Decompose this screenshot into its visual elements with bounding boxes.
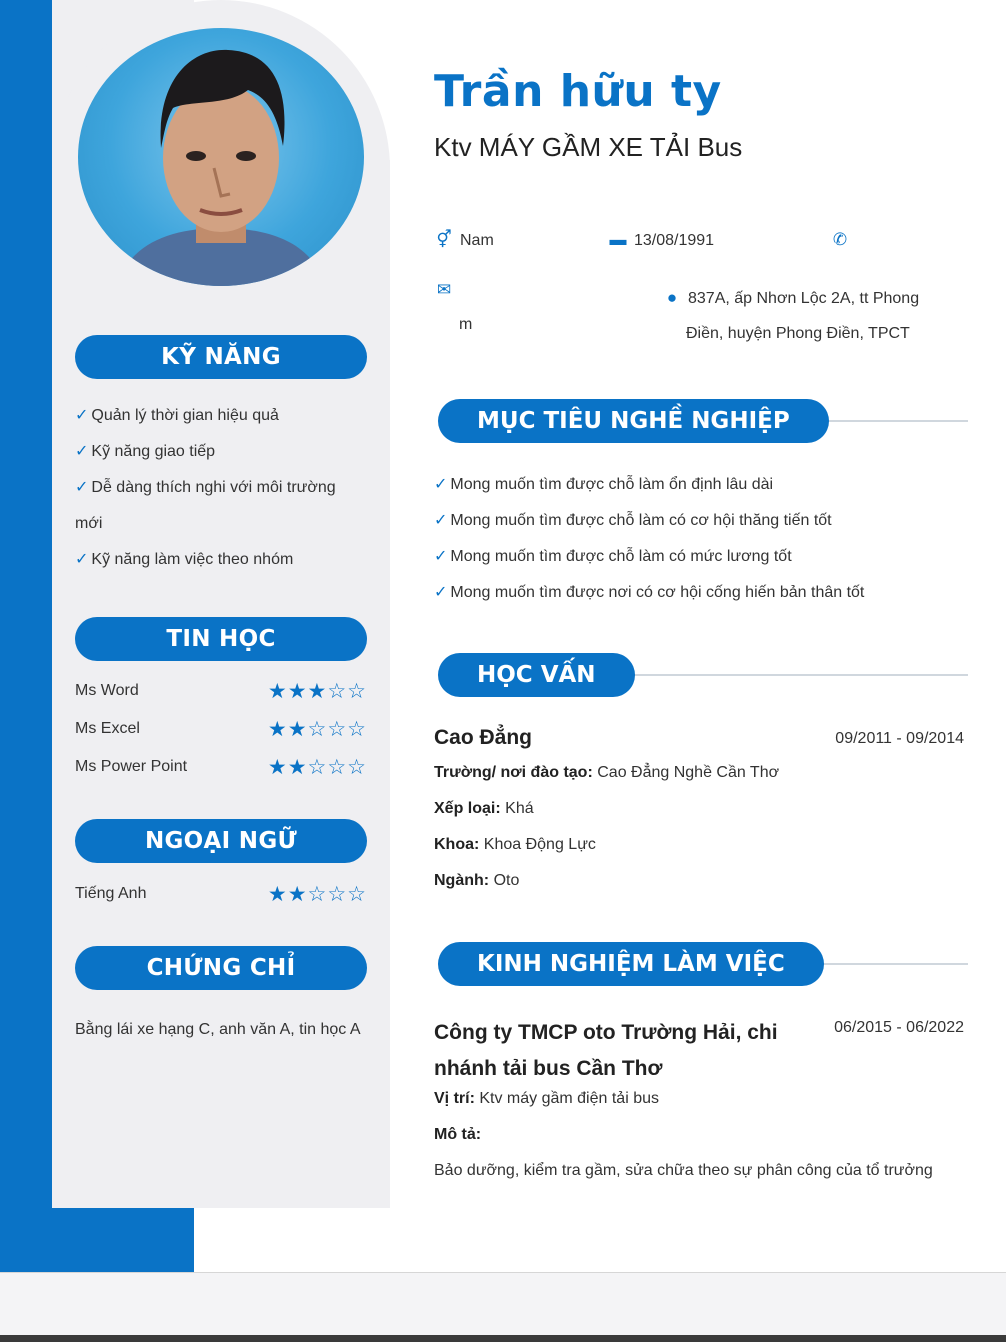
check-icon: ✓: [434, 512, 448, 529]
star-empty-icon: ☆: [327, 756, 348, 779]
education-school: Trường/ nơi đào tạo: Cao Đẳng Nghề Cần Thơ: [434, 764, 780, 781]
star-rating: [268, 718, 367, 742]
gender-info: ⚥ Nam: [434, 230, 494, 250]
certificates-heading: CHỨNG CHỈ: [75, 946, 367, 990]
objective-item: ✓ Mong muốn tìm được chỗ làm có cơ hội thăng tiến tốt: [434, 512, 832, 529]
experience-dates: 06/2015 - 06/2022: [834, 1019, 964, 1036]
phone-info: [830, 230, 856, 250]
languages-heading: NGOẠI NGỮ: [75, 819, 367, 863]
check-icon: ✓: [434, 584, 448, 601]
objective-heading: MỤC TIÊU NGHỀ NGHIỆP: [438, 399, 829, 443]
candidate-name: Trần hữu ty: [434, 66, 722, 117]
star-empty-icon: ☆: [347, 883, 367, 906]
check-icon: ✓: [75, 407, 89, 424]
job-title: Ktv MÁY GẦM XE TẢI Bus: [434, 132, 743, 162]
language-row: [75, 883, 367, 907]
objective-item: ✓ Mong muốn tìm được chỗ làm có mức lương tốt: [434, 548, 792, 565]
experience-description: Bảo dưỡng, kiểm tra gầm, sửa chữa theo sự phân công của tổ trưởng: [434, 1162, 933, 1179]
skill-item-continued: mới: [75, 515, 103, 532]
star-filled-icon: ★: [267, 718, 288, 741]
education-degree: Cao Đẳng: [434, 726, 533, 749]
skills-list: [75, 398, 365, 578]
experience-position: Vị trí: Ktv máy gầm điện tải bus: [434, 1090, 659, 1107]
it-skill-row: [75, 756, 367, 780]
check-icon: ✓: [75, 551, 89, 568]
star-empty-icon: ☆: [307, 883, 328, 906]
star-filled-icon: ★: [267, 883, 288, 906]
star-empty-icon: ☆: [327, 718, 348, 741]
star-filled-icon: ★: [307, 680, 328, 703]
language-label: Tiếng Anh: [75, 885, 147, 902]
skill-item: ✓ Kỹ năng giao tiếp: [75, 443, 216, 460]
star-empty-icon: ☆: [347, 718, 367, 741]
it-skills-heading: TIN HỌC: [75, 617, 367, 661]
education-grade: Xếp loại: Khá: [434, 800, 534, 817]
education-major: Ngành: Oto: [434, 872, 520, 889]
star-filled-icon: ★: [287, 718, 308, 741]
it-skill-row: [75, 718, 367, 742]
star-filled-icon: ★: [287, 756, 308, 779]
star-empty-icon: ☆: [327, 680, 348, 703]
check-icon: ✓: [434, 476, 448, 493]
email-value: m: [459, 316, 473, 333]
skill-item: ✓ Quản lý thời gian hiệu quả: [75, 407, 279, 424]
experience-desc-label: Mô tả:: [434, 1126, 482, 1143]
star-filled-icon: ★: [267, 756, 288, 779]
skill-item: ✓ Dễ dàng thích nghi với môi trường: [75, 479, 336, 496]
star-empty-icon: ☆: [327, 883, 348, 906]
check-icon: ✓: [75, 479, 89, 496]
check-icon: ✓: [75, 443, 89, 460]
star-rating: [268, 680, 367, 704]
experience-company: Công ty TMCP oto Trường Hải, chi nhánh tải bus Cần Thơ: [434, 1021, 778, 1080]
bottom-bar: [0, 1335, 1006, 1342]
objective-item: ✓ Mong muốn tìm được chỗ làm ổn định lâu dài: [434, 476, 774, 493]
star-empty-icon: ☆: [347, 680, 367, 703]
skills-heading: KỸ NĂNG: [75, 335, 367, 379]
star-rating: [268, 883, 367, 907]
dob-info: ▬ 13/08/1991: [609, 230, 715, 249]
address-info: ● 837A, ấp Nhơn Lộc 2A, tt Phong Điền, huyện Phong Điền, TPCT: [662, 280, 962, 351]
objective-item: ✓ Mong muốn tìm được nơi có cơ hội cống hiến bản thân tốt: [434, 584, 865, 601]
experience-heading: KINH NGHIỆM LÀM VIỆC: [438, 942, 824, 986]
gender-icon: ⚥: [436, 230, 452, 249]
education-dates: 09/2011 - 09/2014: [835, 730, 964, 747]
star-empty-icon: ☆: [307, 756, 328, 779]
it-skill-label: Ms Excel: [75, 720, 140, 737]
certificates-text: Bằng lái xe hạng C, anh văn A, tin học A: [75, 1021, 361, 1038]
divider: [600, 674, 968, 676]
star-filled-icon: ★: [267, 680, 288, 703]
it-skill-label: Ms Word: [75, 682, 139, 699]
star-rating: [268, 756, 367, 780]
star-filled-icon: ★: [287, 680, 308, 703]
education-heading: HỌC VẤN: [438, 653, 635, 697]
skill-item: ✓ Kỹ năng làm việc theo nhóm: [75, 551, 294, 568]
star-filled-icon: ★: [287, 883, 308, 906]
objective-list: [434, 467, 974, 611]
calendar-icon: ▬: [609, 230, 627, 249]
star-empty-icon: ☆: [347, 756, 367, 779]
envelope-icon: ✉: [436, 280, 452, 299]
footer-area: [0, 1273, 1006, 1335]
it-skill-row: [75, 680, 367, 704]
check-icon: ✓: [434, 548, 448, 565]
map-pin-icon: ●: [666, 288, 678, 307]
star-empty-icon: ☆: [307, 718, 328, 741]
phone-icon: ✆: [832, 230, 848, 249]
education-faculty: Khoa: Khoa Động Lực: [434, 836, 596, 853]
it-skill-label: Ms Power Point: [75, 758, 188, 775]
email-info: [434, 280, 460, 300]
profile-photo: [78, 28, 364, 286]
